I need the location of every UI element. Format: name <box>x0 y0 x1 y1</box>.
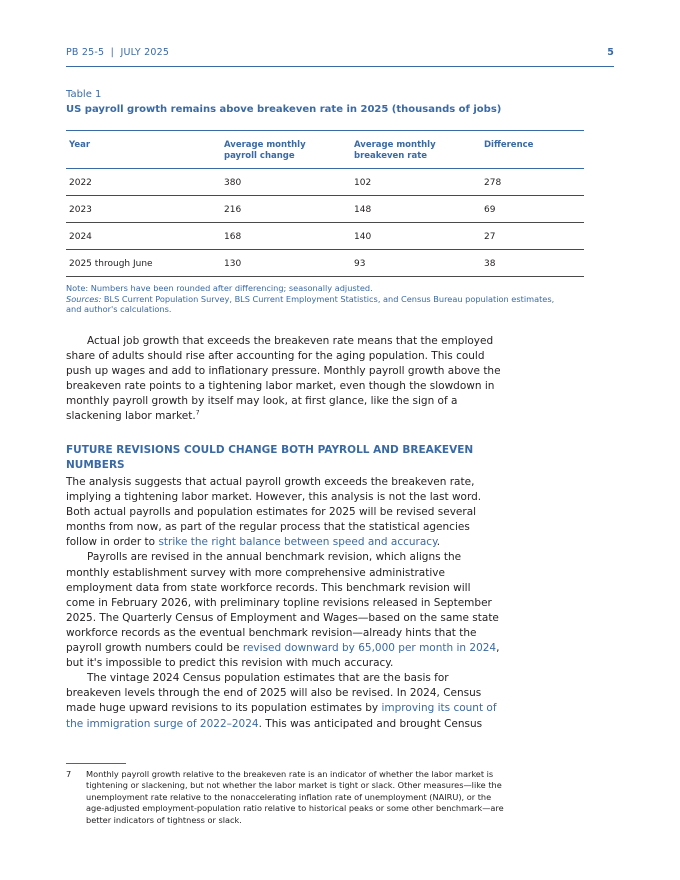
footnote-number: 7 <box>66 769 72 779</box>
table-sources <box>66 294 566 315</box>
paragraph-text: , but it's impossible to predict this revision with much accuracy. <box>66 642 500 670</box>
table-label: Table 1 <box>66 89 102 100</box>
table-note: Note: Numbers have been rounded after differencing; seasonally adjusted. <box>66 283 373 293</box>
table-cell-breakeven: 102 <box>354 178 372 188</box>
paragraph-text: . <box>436 536 441 549</box>
table-cell-year: 2022 <box>69 178 92 188</box>
column-header-line: Year <box>69 140 91 150</box>
table-cell-difference: 38 <box>484 259 496 269</box>
footnote-text: Monthly payroll growth relative to the breakeven rate is an indicator of whether the labor market is tightening or slackening, but not whether the labor market is tight or slack. Other measures—like the unemployment rate relative to the nonaccelerating inflation rate of unemployment (NAIRU), or the age-adjusted employment-population ratio relative to historical peaks or some other benchmark—are better indicators of tightness or slack. <box>86 769 504 825</box>
table-cell-difference: 69 <box>484 205 496 215</box>
table-cell-payroll: 130 <box>224 259 242 269</box>
table-cell-year: 2024 <box>69 232 92 242</box>
table-cell-year: 2025 through June <box>69 259 153 269</box>
paragraph-text: The analysis suggests that actual payroll growth exceeds the breakeven rate, implying a tightening labor market. However, this analysis is not the last word. Both actual payrolls and population estimates for 2025 will be revised several months from now, as part of the regular process that the statistical agencies follow in order to <box>66 476 482 549</box>
paragraph <box>66 334 502 425</box>
table-cell-payroll: 168 <box>224 232 242 242</box>
paragraph <box>66 671 502 731</box>
paragraph <box>66 475 502 550</box>
table-cell-breakeven: 93 <box>354 259 366 269</box>
table-cell-breakeven: 148 <box>354 205 372 215</box>
table-cell-year: 2023 <box>69 205 92 215</box>
column-header-line: payroll change <box>224 151 295 161</box>
column-header-line: Difference <box>484 140 534 150</box>
table-row <box>66 169 584 196</box>
paragraph-text: Payrolls are revised in the annual benchmark revision, which aligns the monthly establishment survey with more comprehensive administrative employment data from state workforce records. This benchmark revision will come in February 2026, with preliminary topline revisions released in September 2025. The Quarterly Census of Employment and Wages—based on the same state workforce records as the eventual benchmark revision—already hints that the payroll growth numbers could be <box>66 551 499 655</box>
column-header-line: Average monthly <box>354 140 436 150</box>
sources-label: Sources: <box>66 293 102 304</box>
table-header-row <box>66 131 584 169</box>
paragraph-text: . This was anticipated and brought Census <box>258 717 483 730</box>
paragraph-text: The vintage 2024 Census population estimates that are the basis for breakeven levels through the end of 2025 will also be revised. In 2024, Census made huge upward revisions to its population estimates by <box>66 672 482 715</box>
section-body <box>66 475 502 732</box>
table-cell-breakeven: 140 <box>354 232 372 242</box>
table-cell-difference: 27 <box>484 232 496 242</box>
link-immigration-count[interactable]: improving its count of the immigration surge of 2022–2024 <box>66 702 497 730</box>
section-heading: FUTURE REVISIONS COULD CHANGE BOTH PAYROLL AND BREAKEVEN NUMBERS <box>66 444 474 471</box>
table-notes <box>66 283 566 315</box>
footnote-ref[interactable]: 7 <box>195 409 200 417</box>
table-row <box>66 223 584 250</box>
link-speed-accuracy[interactable]: strike the right balance between speed and accuracy <box>158 536 437 549</box>
column-header-difference <box>484 140 533 151</box>
column-header-breakeven-rate <box>354 140 436 162</box>
paragraph <box>66 550 502 671</box>
page-header <box>66 47 614 61</box>
body-paragraph-1 <box>66 334 502 425</box>
table-row <box>66 250 584 277</box>
page-number: 5 <box>607 47 614 58</box>
table-title: US payroll growth remains above breakeven rate in 2025 (thousands of jobs) <box>66 104 502 115</box>
footnote-divider <box>66 763 126 764</box>
column-header-payroll-change <box>224 140 306 162</box>
data-table <box>66 130 584 277</box>
header-publication-info: PB 25-5 | JULY 2025 <box>66 47 170 58</box>
header-divider <box>66 66 614 67</box>
link-revised-downward[interactable]: revised downward by 65,000 per month in 2024 <box>242 642 497 655</box>
column-header-line: breakeven rate <box>354 151 428 161</box>
table-cell-payroll: 380 <box>224 178 242 188</box>
table-cell-difference: 278 <box>484 178 502 188</box>
footnote <box>66 769 506 826</box>
sources-text: BLS Current Population Survey, BLS Current Employment Statistics, and Census Bureau population estimates, and author's calculations. <box>66 293 555 314</box>
column-header-line: Average monthly <box>224 140 306 150</box>
column-header-year <box>69 140 90 151</box>
table-cell-payroll: 216 <box>224 205 242 215</box>
paragraph-text: Actual job growth that exceeds the breakeven rate means that the employed share of adults should rise after accounting for the aging population. This could push up wages and add to inflationary pressure. Monthly payroll growth above the breakeven rate points to a tightening labor market, even though the slowdown in monthly payroll growth by itself may look, at first glance, like the sign of a slackening labor market. <box>66 335 501 423</box>
table-row <box>66 196 584 223</box>
